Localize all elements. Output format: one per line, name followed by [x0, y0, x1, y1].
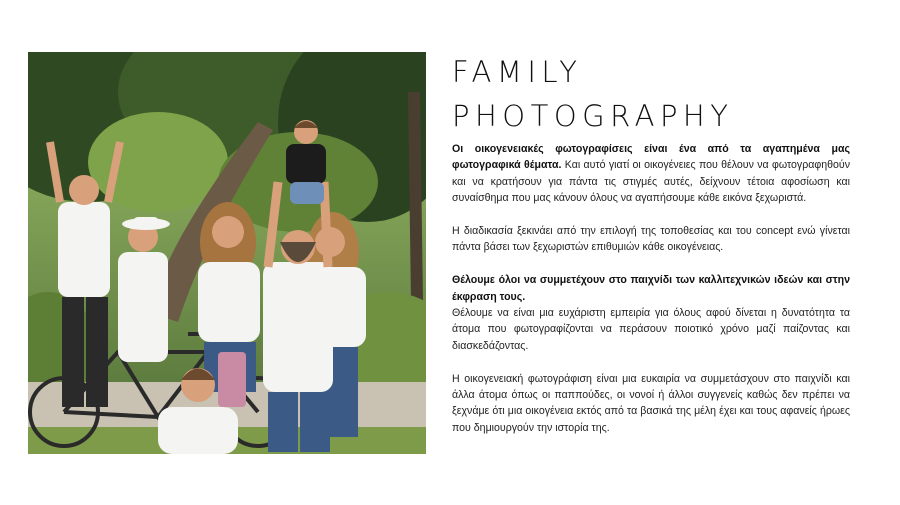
title-line-2: PHOTOGRAPHY — [452, 99, 734, 133]
paragraph-3-text: Θέλουμε να είναι μια ευχάριστη εμπειρία για όλους αφού δίνεται η δυνατότητα τα άτομα που φωτογραφίζονται να περάσουν ποιοτικό χρόνο μαζί παίζοντας και διασκεδάζοντας. — [452, 307, 850, 352]
family-photo-illustration — [28, 52, 426, 454]
title-line-1: FAMILY — [452, 55, 583, 89]
paragraph-3-bold: Θέλουμε όλοι να συμμετέχουν στο παιχνίδι των καλλιτεχνικών ιδεών και στην έκφραση τους. — [452, 274, 850, 303]
paragraph-1-text: Και αυτό γιατί οι οικογένειες που θέλουν να φωτογραφηθούν και να κρατήσουν για πάντα τις στιγμές αυτές, δείχνουν τέτοια αφοσίωση και συναίσθημα που μας κάνουν όλους να αγαπήσουμε κάθε εικόνα ξεχωριστά. — [452, 159, 851, 205]
paragraph-1 — [452, 141, 850, 207]
paragraph-3-body — [452, 305, 850, 354]
page-title — [452, 50, 872, 138]
body-text — [452, 141, 850, 453]
family-photo — [28, 52, 426, 454]
paragraph-2-text: Η διαδικασία ξεκινάει από την επιλογή της τοποθεσίας και του concept ενώ γίνεται πάντα βάσει των ξεχωριστών επιθυμιών κάθε οικογένειας. — [452, 225, 850, 254]
paragraph-4 — [452, 371, 850, 437]
paragraph-4-text: Η οικογενειακή φωτογράφιση είναι μια ευκαιρία να συμμετάσχουν στο παιχνίδι και άλλα άτομα όπως οι παππούδες, οι νονοί ή άλλοι συγγενείς καθώς δεν πρέπει να ξεχνάμε ότι μια οικογένεια εκτός από τα βασικά της μέλη έχει και τους αφανείς ήρωες που δημιουργούν την ιστορία της. — [452, 372, 850, 434]
paragraph-3 — [452, 272, 850, 305]
paragraph-1-bold: Οι οικογενειακές φωτογραφίσεις είναι ένα από τα αγαπημένα μας φωτογραφικά θέματα. — [452, 143, 850, 172]
paragraph-2 — [452, 223, 850, 256]
